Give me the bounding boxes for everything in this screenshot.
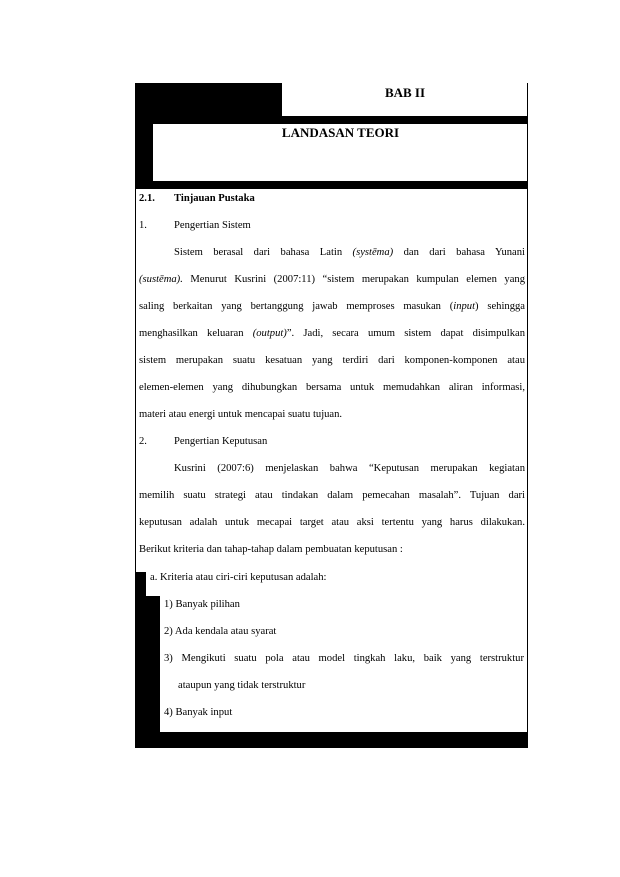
paragraph-line: materi atau energi untuk mencapai suatu tujuan. xyxy=(139,409,343,420)
paragraph-line: elemen-elemen yang dihubungkan bersama untuk memudahkan aliran informasi, xyxy=(139,382,525,393)
paragraph-line: sistem merupakan suatu kesatuan yang terdiri dari komponen-komponen atau xyxy=(139,355,525,366)
header-bar xyxy=(135,116,528,124)
item1-number: 1. xyxy=(139,220,147,231)
paragraph-line: Sistem berasal dari bahasa Latin (systēma) dan dari bahasa Yunani xyxy=(174,247,525,258)
criteria-item-continuation: ataupun yang tidak terstruktur xyxy=(178,680,306,691)
criteria-item: 4) Banyak input xyxy=(164,707,233,718)
footer-bar xyxy=(135,732,528,748)
section-number: 2.1. xyxy=(139,193,155,204)
paragraph-line: menghasilkan keluaran (output)”. Jadi, secara umum sistem dapat disimpulkan xyxy=(139,328,525,339)
header-block-left xyxy=(135,83,282,116)
section-title: Tinjauan Pustaka xyxy=(174,193,255,204)
title-bottom-bar xyxy=(135,181,528,189)
paragraph-line: keputusan adalah untuk mecapai target atau aksi tertentu yang harus dilakukan. xyxy=(139,517,525,528)
item1-title: Pengertian Sistem xyxy=(174,220,251,231)
criteria-item: 1) Banyak pilihan xyxy=(164,599,240,610)
paragraph-line: Berikut kriteria dan tahap-tahap dalam pembuatan keputusan : xyxy=(139,544,403,555)
criteria-item: 3) Mengikuti suatu pola atau model tingkah laku, baik yang terstruktur xyxy=(164,653,524,664)
paragraph-line: saling berkaitan yang bertanggung jawab memproses masukan (input) sehingga xyxy=(139,301,525,312)
item2-title: Pengertian Keputusan xyxy=(174,436,268,447)
item2-number: 2. xyxy=(139,436,147,447)
paragraph-line: memilih suatu strategi atau tindakan dalam pemecahan masalah”. Tujuan dari xyxy=(139,490,525,501)
list-side-block-a xyxy=(135,572,146,596)
criteria-item: 2) Ada kendala atau syarat xyxy=(164,626,277,637)
paragraph-line: Kusrini (2007:6) menjelaskan bahwa “Keputusan merupakan kegiatan xyxy=(174,463,525,474)
chapter-heading: BAB II xyxy=(384,85,426,100)
page-title: LANDASAN TEORI xyxy=(281,125,400,140)
paragraph-line: (sustēma). Menurut Kusrini (2007:11) “sistem merupakan kumpulan elemen yang xyxy=(139,274,525,285)
sub-list-a-heading: a. Kriteria atau ciri-ciri keputusan adalah: xyxy=(150,572,327,583)
title-side-block xyxy=(135,124,153,181)
list-side-block-b xyxy=(135,596,160,732)
